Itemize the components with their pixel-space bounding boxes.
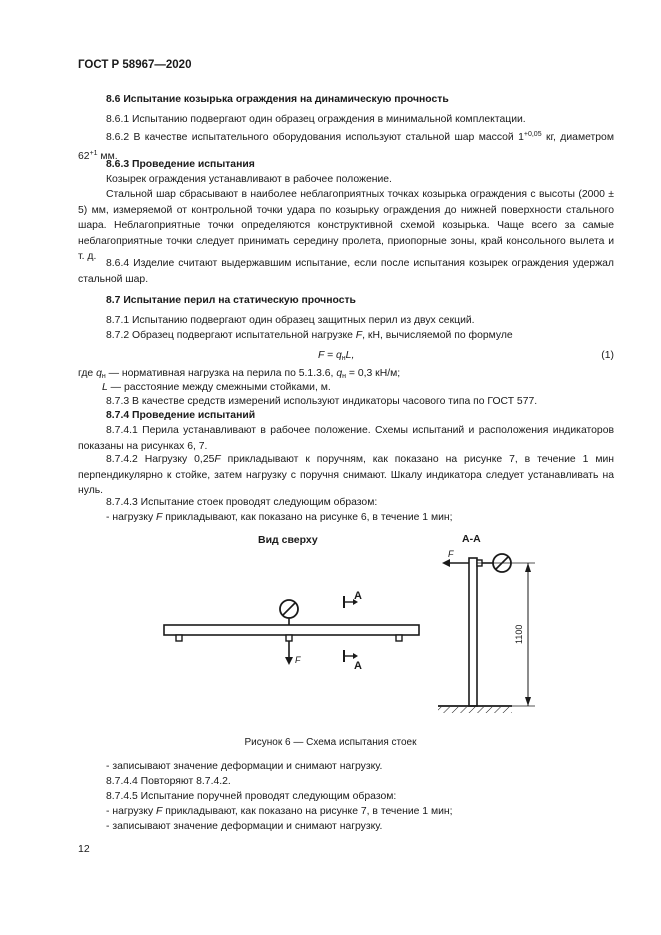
dimension-label: 1100 <box>514 624 524 644</box>
section-8-6-3-title: 8.6.3 Проведение испытания <box>106 159 255 170</box>
para-8-7-3: 8.7.3 В качестве средств измерений используют индикаторы часового типа по ГОСТ 577. <box>106 396 538 407</box>
para-8-7-4-3: 8.7.4.3 Испытание стоек проводят следующим образом: <box>106 497 378 508</box>
where-q-sub: н <box>101 373 106 380</box>
section-label-bottom: А <box>354 660 362 672</box>
li1-a: - нагрузку <box>106 512 157 523</box>
top-view-title: Вид сверху <box>258 534 318 546</box>
figure-caption: Рисунок 6 — Схема испытания стоек <box>244 737 417 748</box>
list-item-record-1: - записывают значение деформации и снимают нагрузку. <box>106 761 383 772</box>
li3-b: прикладывают, как показано на рисунке 7, в течение 1 мин; <box>162 806 453 817</box>
figure-6-drawing <box>150 548 570 720</box>
li1-b: прикладывают, как показано на рисунке 6, в течение 1 мин; <box>162 512 453 523</box>
mass-tolerance: +0,05 <box>523 131 542 138</box>
post-left <box>176 635 182 641</box>
para-8-7-4-2-b: прикладывают к поручням, как показано на рисунке 7, в течение 1 мин перпендикулярно к стойке, затем нагрузку с поручня снимают. Шкалу индикатора следует устанавливать на нуль. <box>78 454 615 496</box>
post-section <box>469 558 477 706</box>
formula-F: F <box>318 350 325 361</box>
formula-L: L, <box>345 350 355 361</box>
where-d: — расстояние между смежными стойками, м. <box>107 382 331 393</box>
para-8-6-2-a: 8.6.2 В качестве испытательного оборудования используют стальной шар массой 1 <box>106 132 524 143</box>
force-arrow-down-icon <box>285 641 293 665</box>
post-right <box>396 635 402 641</box>
section-label-top: А <box>354 590 362 602</box>
li3-F: F <box>156 806 163 817</box>
list-item-load-handrails <box>78 804 614 820</box>
where-L-var: L <box>102 382 108 393</box>
para-8-6-4: 8.6.4 Изделие считают выдержавшим испытание, если после испытания козырек ограждения удержал стальной шар. <box>78 258 614 285</box>
para-8-6-2-b: кг, диаметром 62 <box>78 132 614 162</box>
standard-header: ГОСТ Р 58967—2020 <box>78 59 192 71</box>
where-q-var: q <box>96 368 102 379</box>
formula <box>318 348 354 367</box>
page-number: 12 <box>78 843 90 855</box>
para-8-7-2 <box>78 328 614 344</box>
rail-top-view <box>164 625 419 635</box>
para-8-7-2-a: 8.7.2 Образец подвергают испытательной нагрузке <box>106 330 356 341</box>
var-F-2: F <box>214 454 221 465</box>
section-8-7-4-title: 8.7.4 Проведение испытаний <box>106 410 256 421</box>
para-8-7-4-2-a: 8.7.4.2 Нагрузку 0,25 <box>106 454 215 465</box>
para-8-6-3-b: Стальной шар сбрасывают в наиболее неблагоприятных точках козырька ограждения с высоты (2000 ± 5) мм, измеряемой от контрольной точки удара по козырьку ограждения до нижней поверхности стального шара. Неблагоприятные точки определяются конструктивной схемой козырька. Чаще всего за самые неблагоприятные точки следует принимать середину пролета, приопорные зоны, край консольного вылета и т. д. <box>78 189 614 262</box>
para-8-7-1: 8.7.1 Испытанию подвергают один образец защитных перил из двух секций. <box>106 315 475 326</box>
para-8-7-2-b: , кН, вычисляемой по формуле <box>362 330 513 341</box>
force-label-top: F <box>295 655 301 665</box>
where-a: где <box>78 368 97 379</box>
formula-sub: н <box>341 355 346 362</box>
para-8-6-2-c: мм. <box>97 150 118 162</box>
section-8-7-title: 8.7 Испытание перил на статическую прочность <box>106 295 356 306</box>
diameter-tolerance: +1 <box>89 149 98 157</box>
para-8-7-4-5: 8.7.4.5 Испытание поручней проводят следующим образом: <box>106 791 397 802</box>
force-arrow-left-icon <box>442 559 469 567</box>
where-b: — нормативная нагрузка на перила по 5.1.3.6, <box>105 368 337 379</box>
para-8-6-3-a: Козырек ограждения устанавливают в рабочее положение. <box>106 174 392 185</box>
para-8-7-4-2 <box>78 452 614 499</box>
var-F: F <box>355 330 363 341</box>
post-middle <box>286 635 292 641</box>
list-item-record-2: - записывают значение деформации и снимают нагрузку. <box>106 821 383 832</box>
list-item-load-posts <box>78 510 614 526</box>
where-q2-sub: н <box>342 373 346 380</box>
para-8-7-4-4: 8.7.4.4 Повторяют 8.7.4.2. <box>106 776 231 787</box>
dimension-line <box>477 563 535 706</box>
para-8-6-1: 8.6.1 Испытанию подвергают один образец ограждения в минимальной комплектации. <box>106 114 526 125</box>
where-q2-var: q <box>336 368 343 379</box>
section-8-6-title: 8.6 Испытание козырька ограждения на динамическую прочность <box>106 94 449 105</box>
where-c: = 0,3 кН/м; <box>345 368 401 379</box>
para-8-7-4-1: 8.7.4.1 Перила устанавливают в рабочее положение. Схемы испытаний и расположения индикаторов показаны на рисунках 6, 7. <box>78 425 614 452</box>
force-label-section: F <box>448 549 454 559</box>
ground-hatch <box>438 707 512 713</box>
li1-F: F <box>156 512 163 523</box>
li3-a: - нагрузку <box>106 806 157 817</box>
section-title: А-А <box>462 533 481 545</box>
formula-number: (1) <box>601 350 614 361</box>
dial-indicator-icon <box>280 600 298 618</box>
formula-q: = q <box>324 350 342 361</box>
